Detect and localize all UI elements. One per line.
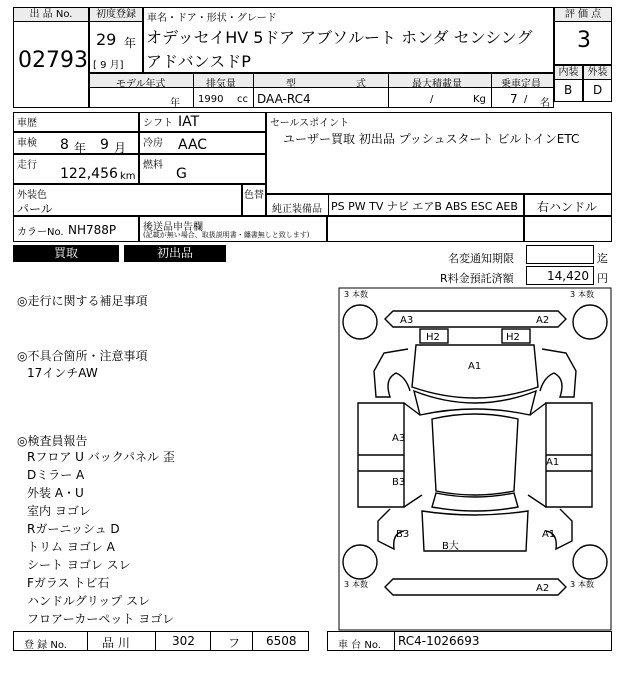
capacity-label: 乗車定員: [501, 79, 541, 90]
reg-class: 302: [172, 634, 195, 648]
divider: [252, 632, 253, 650]
divider: [328, 195, 329, 215]
damage-mark: A1: [468, 361, 482, 372]
ac-value: AAC: [178, 137, 208, 153]
recycle-unit: 円: [597, 272, 608, 285]
inspection-box: [13, 132, 139, 154]
reg-year-unit: 年: [124, 36, 137, 50]
driving-notes-title: ◎走行に関する補足事項: [17, 294, 148, 308]
steering-box: [524, 194, 612, 216]
name-change-suffix: 迄: [597, 252, 608, 265]
model-header: 車名・ドア・形状・グレード: [147, 13, 277, 24]
history-label: 車歴: [17, 118, 37, 129]
lot-box: [13, 7, 89, 108]
color-no-label: カラーNo.: [17, 227, 64, 238]
score-value: 3: [577, 28, 591, 53]
damage-mark: A3: [400, 315, 414, 326]
car-name-line2: アドバンスドP: [146, 52, 251, 71]
color-change-label: 色替: [244, 190, 264, 201]
inspector-line: 外装 A・U: [27, 486, 84, 500]
first-reg-box: [89, 7, 143, 73]
color-no-box: [13, 216, 139, 242]
sales-point-label: セールスポイント: [270, 118, 350, 129]
reg-number: 6508: [266, 634, 297, 648]
ac-label: 冷房: [143, 138, 163, 149]
capacity-sep: /: [524, 94, 528, 105]
damage-mark: A2: [536, 315, 550, 326]
ext-label: 外装: [584, 66, 611, 80]
tire-count-word-fl: 本数: [352, 290, 368, 299]
damage-mark: B3: [392, 477, 406, 488]
first-reg-label: 初度登録: [90, 8, 142, 22]
model-year-label: モデル年式: [116, 79, 166, 90]
tire-count-fr: 3: [570, 290, 576, 299]
defects-title: ◎不具合箇所・注意事項: [17, 349, 148, 363]
tire-count-rr: 3: [570, 580, 576, 589]
divider: [491, 74, 492, 107]
model-box: [143, 7, 554, 73]
blank-box-a: [327, 216, 524, 242]
reg-region: 品 川: [102, 636, 130, 650]
score-box: [554, 7, 612, 65]
divider: [210, 632, 211, 650]
divider: [253, 74, 254, 107]
defect-item: 17インチAW: [27, 366, 98, 380]
mileage-box: [13, 154, 139, 184]
lot-label: 出 品 No.: [14, 8, 88, 22]
shift-label: シフト: [143, 118, 173, 129]
tire-count-word-rr: 本数: [578, 580, 594, 589]
tag-kaitori: 買取: [13, 245, 119, 262]
ext-color-label: 外装色: [17, 190, 47, 201]
type-label-2: 式: [356, 79, 366, 90]
sales-point-value: ユーザー買取 初出品 プッシュスタート ビルトインETC: [283, 132, 580, 146]
chassis-row: [327, 631, 612, 651]
int-label: 内装: [555, 66, 582, 80]
int-grade: B: [564, 83, 573, 97]
tire-count-rl: 3: [344, 580, 350, 589]
equipment-label: 純正装備品: [272, 204, 322, 215]
tag-first-listing: 初出品: [124, 245, 226, 262]
ext-grade: D: [593, 83, 603, 97]
fuel-box: [139, 154, 266, 184]
inspection-year: 8: [60, 137, 69, 153]
inspector-line: Fガラス トビ石: [27, 576, 110, 590]
tire-count-word-fr: 本数: [578, 290, 594, 299]
displacement-label: 排気量: [206, 79, 236, 90]
name-change-label: 名変通知期限: [448, 252, 514, 265]
lot-number: 02793: [18, 48, 88, 73]
inspector-line: Rガーニッシュ D: [27, 522, 120, 536]
recycle-value-box: [526, 266, 594, 285]
damage-mark: B3: [396, 529, 410, 540]
registration-row: [13, 631, 309, 651]
ext-color-box: [13, 184, 242, 216]
recycle-value: 14,420: [547, 269, 589, 283]
reg-kana: フ: [228, 636, 241, 650]
reg-month: [ 9 月]: [93, 60, 124, 71]
inspector-line: フロアーカーペット ヨゴレ: [27, 612, 175, 626]
inspection-label: 車検: [17, 138, 37, 149]
reg-label: 登 録 No.: [24, 640, 67, 651]
divider: [193, 74, 194, 107]
inspection-month-unit: 月: [114, 141, 127, 155]
inspection-month: 9: [100, 137, 109, 153]
inspector-line: トリム ヨゴレ A: [27, 540, 115, 554]
post-docs-box: [139, 216, 327, 242]
fuel-value: G: [176, 166, 187, 182]
type-label-1: 型: [286, 79, 296, 90]
shift-value: IAT: [178, 114, 200, 130]
max-load-slash: /: [430, 94, 434, 105]
divider: [394, 632, 395, 650]
blank-box-b: [524, 216, 612, 242]
damage-mark: A1: [546, 457, 560, 468]
capacity-value: 7: [510, 92, 518, 106]
history-box: [13, 112, 139, 132]
damage-mark: H2: [506, 332, 520, 343]
inspector-line: ハンドルグリップ スレ: [27, 594, 151, 608]
inspector-line: Dミラー A: [27, 468, 85, 482]
divider: [87, 632, 88, 650]
displacement-value: 1990: [198, 94, 224, 105]
steering-value: 右ハンドル: [537, 200, 598, 214]
inspector-line: シート ヨゴレ スレ: [27, 558, 131, 572]
chassis-value: RC4-1026693: [398, 634, 480, 648]
equipment-box: [266, 194, 524, 216]
capacity-unit: 名: [540, 98, 550, 109]
reg-year: 29: [96, 30, 117, 49]
ext-grade-box: [583, 65, 612, 102]
post-docs-note: (記載が無い場合、取扱説明書・纏書無しと致します): [143, 231, 310, 239]
inspection-year-unit: 年: [74, 141, 87, 155]
spec-row: [89, 73, 554, 108]
int-grade-box: [554, 65, 583, 102]
mileage-unit: km: [120, 171, 136, 182]
recycle-label: R料金預託済額: [440, 272, 514, 285]
displacement-unit: cc: [237, 94, 248, 105]
shift-box: [139, 112, 266, 132]
damage-mark: A2: [536, 583, 550, 594]
score-label: 評 価 点: [555, 8, 611, 22]
chassis-label: 車 台 No.: [338, 640, 381, 651]
sales-point-box: [266, 112, 612, 194]
tire-count-word-rl: 本数: [352, 580, 368, 589]
car-name-line1: オデッセイHV 5ドア アブソルート ホンダ センシング: [146, 28, 533, 47]
mileage-value: 122,456: [60, 166, 118, 182]
inspector-title: ◎検査員報告: [17, 434, 88, 448]
divider: [155, 632, 156, 650]
max-load-unit: Kg: [473, 94, 486, 105]
inspector-line: 室内 ヨゴレ: [27, 504, 91, 518]
tire-count-fl: 3: [344, 290, 350, 299]
type-value: DAA-RC4: [257, 92, 311, 106]
fuel-label: 燃料: [143, 160, 163, 171]
color-no-value: NH788P: [68, 223, 117, 237]
damage-mark: A1: [542, 529, 556, 540]
equipment-value: PS PW TV ナビ エアB ABS ESC AEB: [331, 200, 518, 213]
post-docs-label: 後送品申告欄: [143, 222, 203, 233]
ac-box: [139, 132, 266, 154]
mileage-label: 走行: [17, 160, 37, 171]
name-change-value-box: [526, 245, 594, 264]
divider: [388, 74, 389, 107]
color-change-box: [242, 184, 266, 216]
damage-mark: H2: [426, 332, 440, 343]
damage-mark: A3: [392, 433, 406, 444]
inspector-line: Rフロア U バックパネル 歪: [27, 450, 175, 464]
model-year-unit: 年: [170, 98, 180, 109]
max-load-label: 最大積載量: [412, 79, 462, 90]
car-damage-diagram: [338, 287, 612, 631]
ext-color-value: パール: [17, 202, 53, 216]
damage-mark: B大: [442, 541, 459, 552]
